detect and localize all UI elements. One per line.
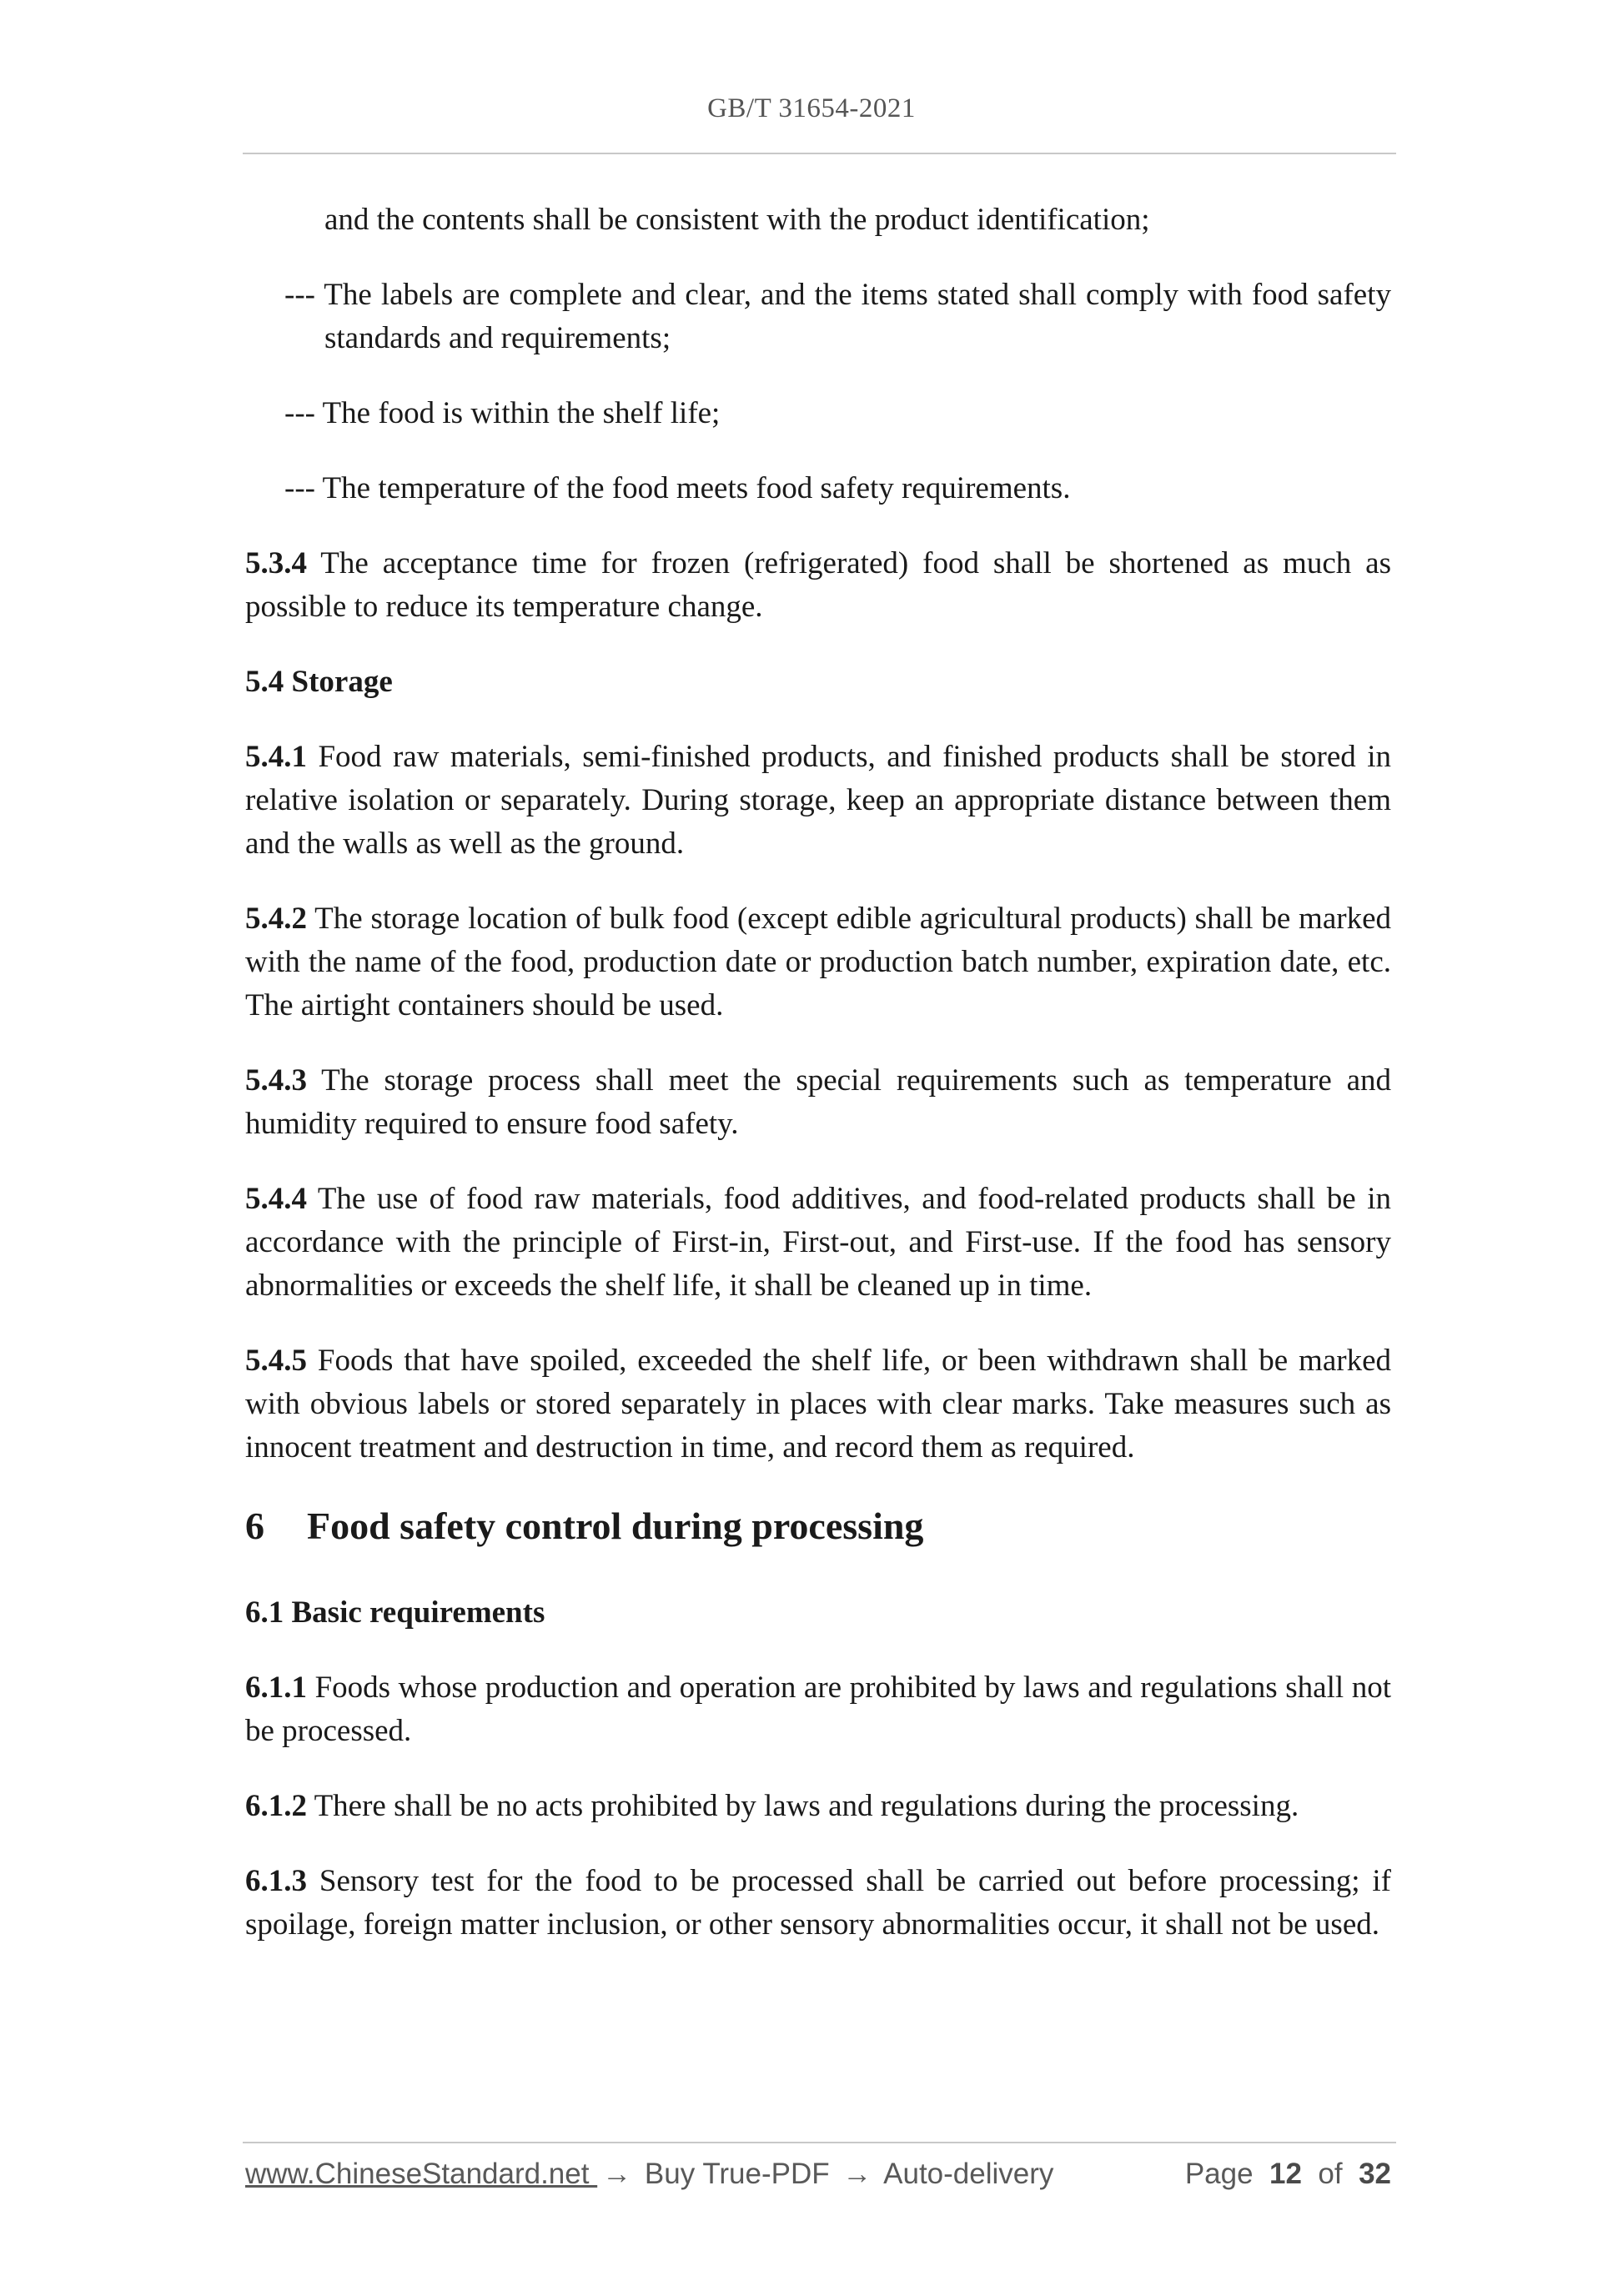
bullet-item: --- The labels are complete and clear, and the items stated shall comply with food safety standards and requirements; [284,278,1391,355]
clause-number: 6.1.1 [245,1671,307,1705]
clause-text: Sensory test for the food to be processed shall be carried out before processing; if spoilage, foreign matter inclusion, or other sensory abnormalities occur, it shall not be used. [245,1864,1391,1942]
clause-text: The storage location of bulk food (except edible agricultural products) shall be marked with the name of the food, production date or production batch number, expiration date, etc. The airtight containers should be used. [245,902,1391,1022]
bullet-item: --- The temperature of the food meets food safety requirements. [284,471,1071,505]
page-footer [245,2153,1391,2195]
clause-text: The storage process shall meet the special requirements such as temperature and humidity required to ensure food safety. [245,1063,1391,1141]
page-total: 32 [1359,2158,1391,2190]
chapter-title: Food safety control during processing [307,1505,924,1547]
running-header: GB/T 31654-2021 [707,93,916,123]
clause-text: There shall be no acts prohibited by laws and regulations during the processing. [307,1789,1299,1823]
clause-text: Foods that have spoiled, exceeded the shelf life, or been withdrawn shall be marked with obvious labels or stored separately in places with clear marks. Take measures such as innocent treatment and destruction in time, and record them as required. [245,1344,1391,1465]
page-of-label: of [1318,2158,1343,2190]
clause-5-4-5 [245,1339,1391,1470]
clause-number: 6.1.3 [245,1864,307,1898]
footer-divider [243,2142,1396,2143]
clause-text: The use of food raw materials, food additives, and food-related products shall be in accordance with the principle of First-in, First-out, and First-use. If the food has sensory abnormalities or exceeds the shelf life, it shall be cleaned up in time. [245,1182,1391,1303]
page-number [1185,2153,1391,2195]
page-current: 12 [1269,2158,1302,2190]
footer-promo [245,2153,1053,2195]
clause-5-4-1 [245,736,1391,866]
clause-text: The acceptance time for frozen (refrigerated) food shall be shortened as much as possible to reduce its temperature change. [245,546,1391,624]
clause-6-1-2 [245,1785,1391,1828]
auto-delivery-text: Auto-delivery [877,2158,1054,2190]
clause-number: 5.4.4 [245,1182,307,1216]
clause-6-1-1 [245,1666,1391,1753]
clause-5-4-2 [245,897,1391,1027]
clause-number: 5.4.5 [245,1344,307,1378]
clause-number: 5.4.2 [245,902,307,936]
bullet-continuation: and the contents shall be consistent with the product identification; [324,203,1150,237]
clause-text: Food raw materials, semi-finished products, and finished products shall be stored in relative isolation or separately. During storage, keep an appropriate distance between them and the walls as well as the ground. [245,740,1391,861]
section-heading-6-1: 6.1 Basic requirements [245,1595,545,1630]
section-heading-5-4: 5.4 Storage [245,665,393,699]
chapter-heading-6 [245,1501,1391,1551]
website-link[interactable]: www.ChineseStandard.net [245,2158,598,2190]
clause-number: 5.3.4 [245,546,307,580]
header-divider [243,153,1396,154]
chapter-number: 6 [245,1505,264,1547]
arrow-right-icon: → [842,2158,872,2190]
clause-number: 6.1.2 [245,1789,307,1823]
clause-5-4-4 [245,1178,1391,1308]
clause-6-1-3 [245,1860,1391,1947]
clause-5-4-3 [245,1059,1391,1146]
clause-text: Foods whose production and operation are prohibited by laws and regulations shall not be processed. [245,1671,1391,1748]
page-label: Page [1184,2158,1254,2190]
arrow-right-icon: → [602,2158,632,2190]
bullet-item: --- The food is within the shelf life; [284,396,721,430]
buy-true-pdf-text: Buy True-PDF [636,2158,838,2190]
clause-number: 5.4.3 [245,1063,307,1098]
document-body [245,198,1391,1978]
clause-5-3-4 [245,542,1391,629]
clause-number: 5.4.1 [245,740,307,774]
